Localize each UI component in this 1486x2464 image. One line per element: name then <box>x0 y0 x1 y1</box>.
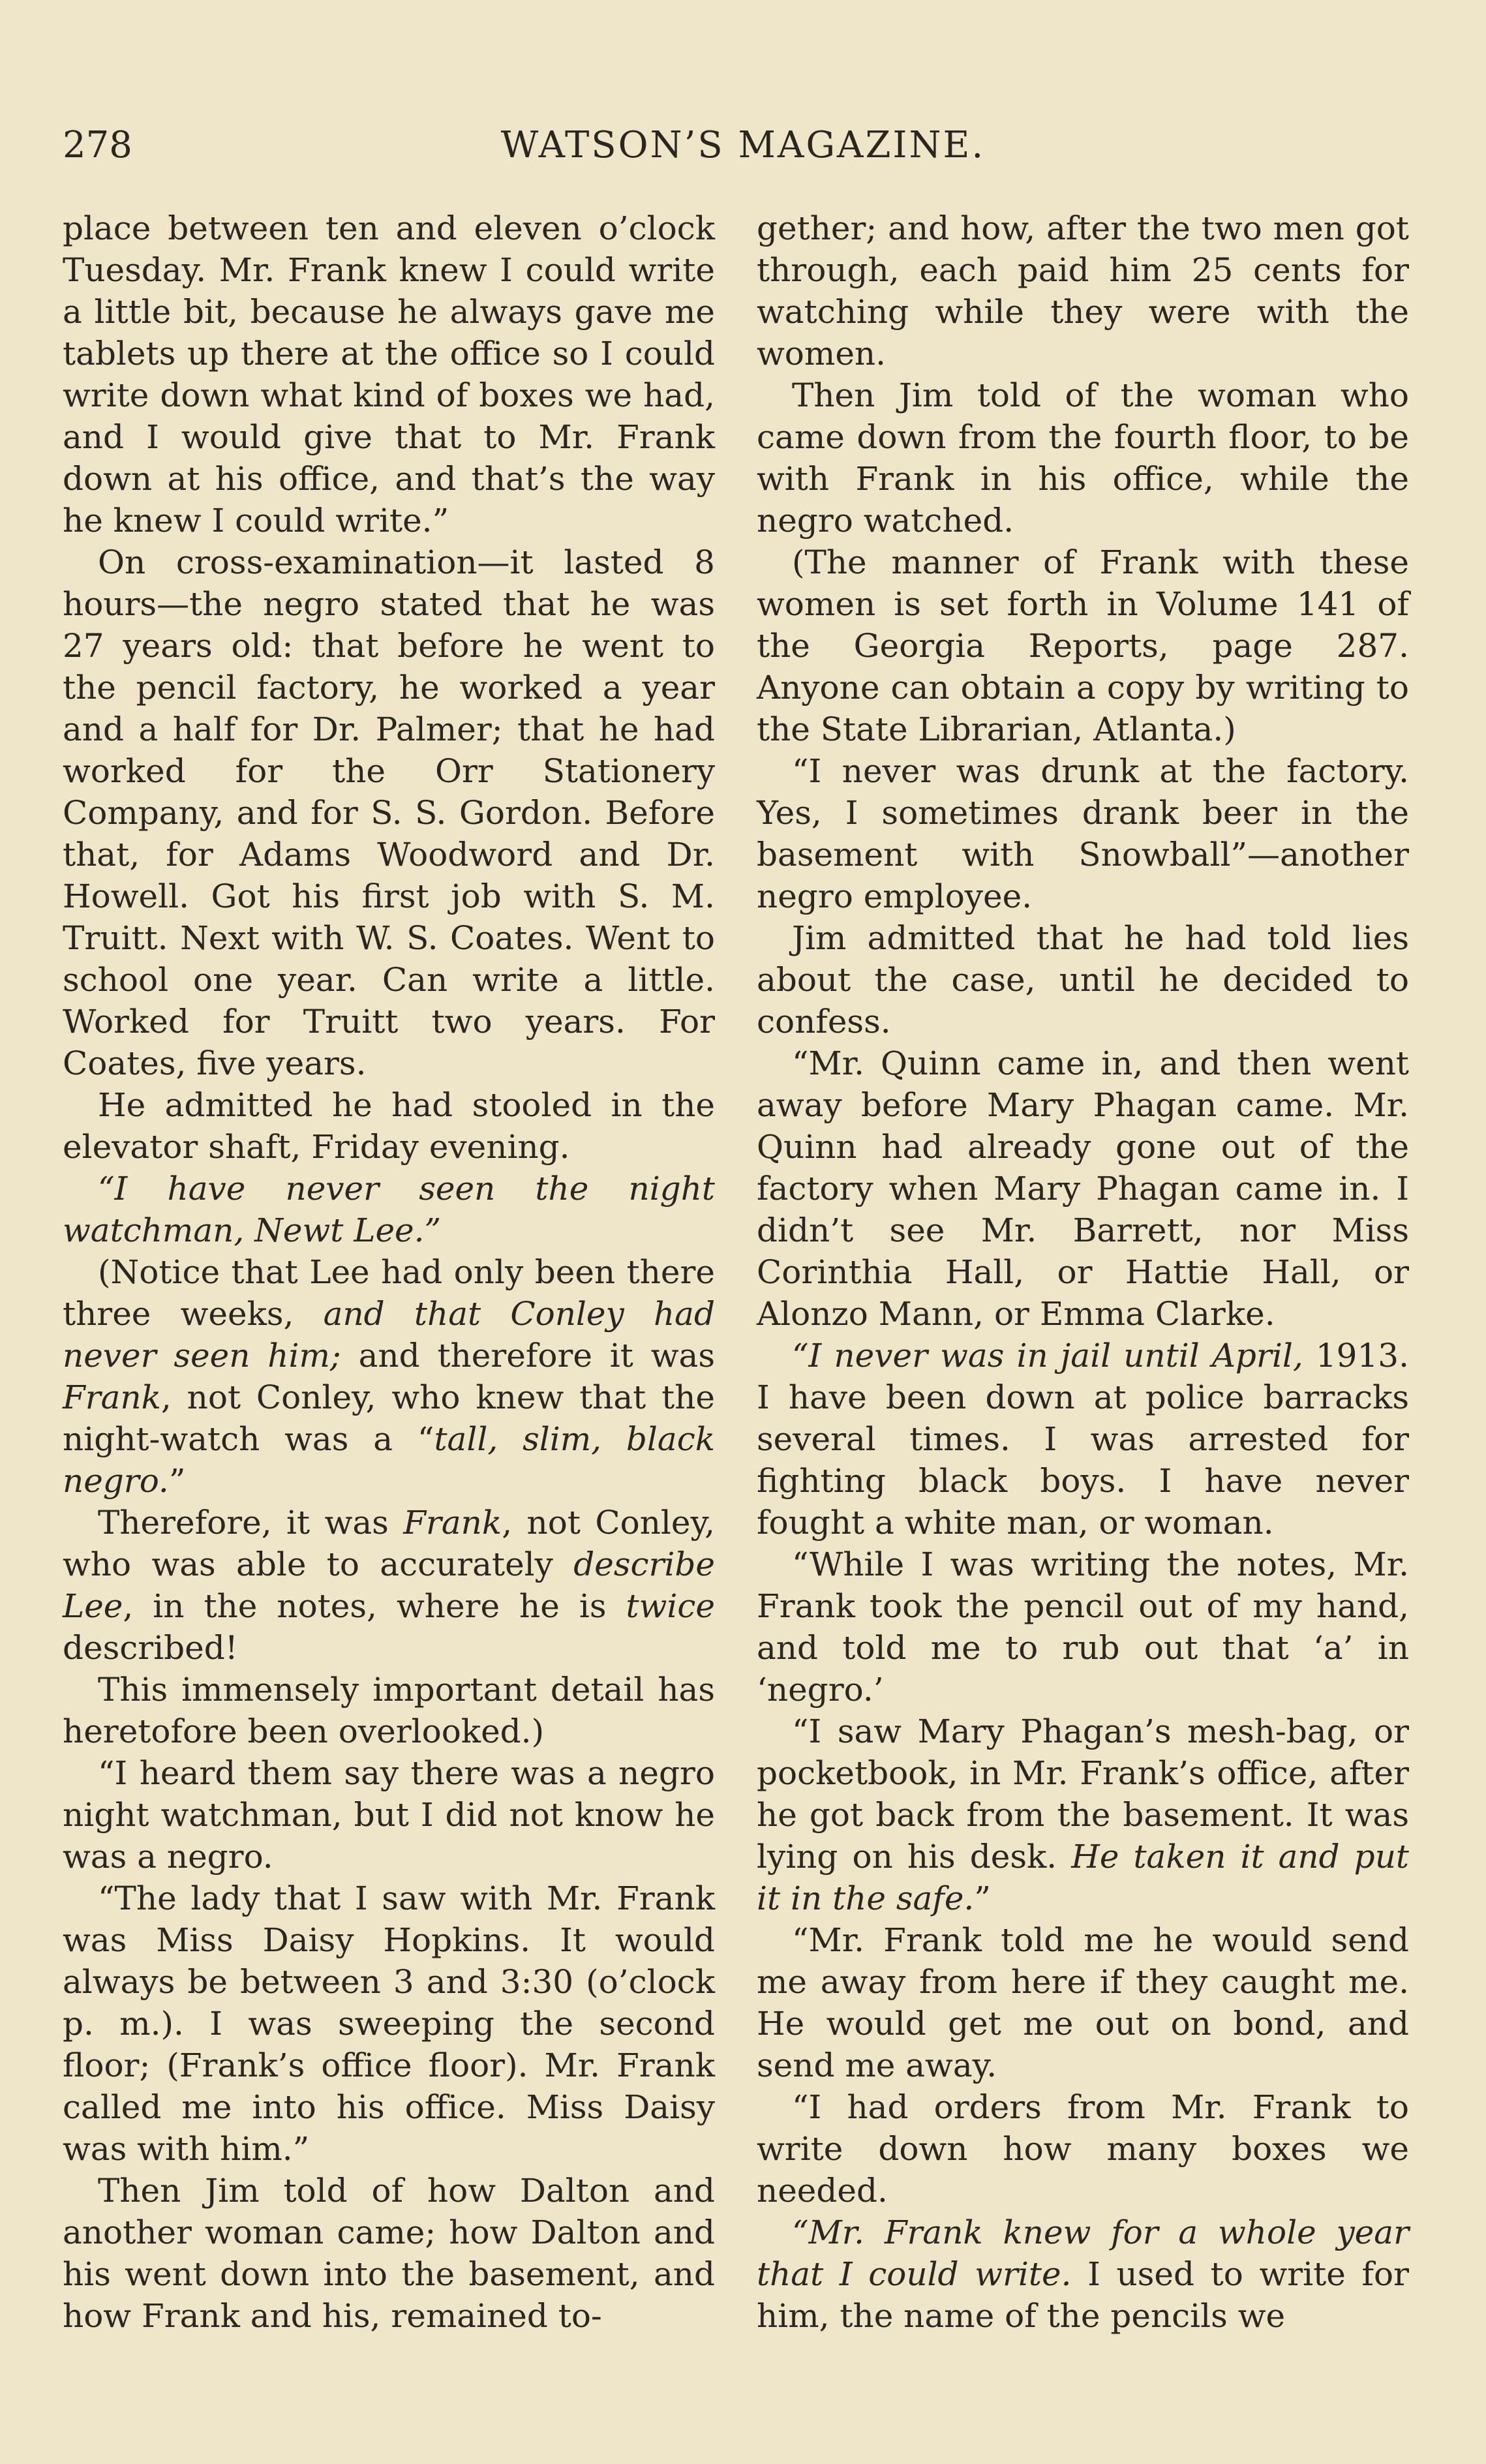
left-column <box>63 207 715 2337</box>
italic-text: “I never was in jail until April, <box>792 1337 1303 1375</box>
text-run: 1913. I have been down at police barracks several times. I was arrested for fighting black boys. I have never fought a white man, or woman. <box>757 1337 1409 1542</box>
right-column <box>757 207 1409 2337</box>
text-run: “I saw Mary Phagan’s mesh-bag, or pocketbook, in Mr. Frank’s office, after he got back from the basement. It was lying on his desk. <box>757 1712 1409 1876</box>
text-run: , not Conley, who was able to accurately <box>63 1504 715 1583</box>
paragraph: He admitted he had stooled in the elevator shaft, Friday evening. <box>63 1086 715 1166</box>
paragraph: “The lady that I saw with Mr. Frank was Miss Daisy Hopkins. It would always be between 3 and 3:30 (o’clock p. m.). I was sweeping the second floor; (Frank’s office floor). Mr. Frank called me into his office. Miss Daisy was with him.” <box>63 1879 715 2168</box>
paragraph: “While I was writing the notes, Mr. Frank took the pencil out of my hand, and told me to rub out that ‘a’ in ‘negro.’ <box>757 1545 1409 1709</box>
text-run: I used to write for him, the name of the pencils we <box>757 2255 1409 2335</box>
paragraph <box>757 1335 1409 1544</box>
paragraph: This immensely important detail has heretofore been overlooked.) <box>63 1671 715 1750</box>
text-run: and therefore it was <box>341 1337 715 1375</box>
paragraph: “I never was drunk at the factory. Yes, I sometimes drank beer in the basement with Snowball”—another negro employee. <box>757 752 1409 915</box>
paragraph: place between ten and eleven o’clock Tuesday. Mr. Frank knew I could write a little bit, because he always gave me tablets up there at the office so I could write down what kind of boxes we had, and I would give that to Mr. Frank down at his office, and that’s the way he knew I could write.” <box>63 209 715 540</box>
text-run: ” <box>974 1879 991 1917</box>
paragraph: Jim admitted that he had told lies about the case, until he decided to confess. <box>757 919 1409 1041</box>
paragraph <box>757 1711 1409 1919</box>
italic-text: and that Conley had never seen him; <box>63 1295 715 1375</box>
italic-text: He taken it and put it in the safe. <box>757 1838 1409 1917</box>
text-run: described! <box>63 1629 238 1667</box>
paragraph: “I had orders from Mr. Frank to write down how many boxes we needed. <box>757 2088 1409 2210</box>
text-run: , not Conley, who knew that the night-watch was a “ <box>63 1378 715 1458</box>
italic-text: tall, slim, black negro. <box>63 1420 715 1500</box>
paragraph: “Mr. Quinn came in, and then went away before Mary Phagan came. Mr. Quinn had already gone out of the factory when Mary Phagan came in. I didn’t see Mr. Barrett, nor Miss Corinthia Hall, or Hattie Hall, or Alonzo Mann, or Emma Clarke. <box>757 1044 1409 1333</box>
page-number: 278 <box>63 124 132 166</box>
text-run: (Notice that Lee had only been there three weeks, <box>63 1253 715 1333</box>
text-run: , in the notes, where he is <box>123 1587 626 1625</box>
magazine-title: WATSON’S MAGAZINE. <box>500 124 986 166</box>
paragraph: “I have never seen the night watchman, Newt Lee.” <box>63 1170 715 1249</box>
italic-text: “Mr. Frank knew for a whole year that I could write. <box>757 2213 1409 2293</box>
paragraph: Then Jim told of the woman who came down from the fourth floor, to be with Frank in his office, while the negro watched. <box>757 376 1409 540</box>
italic-text: Frank <box>403 1504 502 1542</box>
italic-text: twice <box>626 1587 715 1625</box>
italic-text: Frank <box>63 1378 161 1416</box>
paragraph: gether; and how, after the two men got through, each paid him 25 cents for watching while they were with the women. <box>757 209 1409 373</box>
paragraph <box>757 2212 1409 2337</box>
page-header <box>63 124 1423 176</box>
paragraph: “Mr. Frank told me he would send me away from here if they caught me. He would get me out on bond, and send me away. <box>757 1921 1409 2084</box>
paragraph <box>63 1502 715 1669</box>
paragraph: Then Jim told of how Dalton and another woman came; how Dalton and his went down into the basement, and how Frank and his, remained to- <box>63 2172 715 2335</box>
italic-text: describe Lee <box>63 1545 715 1625</box>
paragraph <box>63 1251 715 1502</box>
text-run: ” <box>168 1462 186 1500</box>
paragraph: On cross-examination—it lasted 8 hours—the negro stated that he was 27 years old: that before he went to the pencil factory, he worked a year and a half for Dr. Palmer; that he had worked for the Orr Stationery Company, and for S. S. Gordon. Before that, for Adams Woodword and Dr. Howell. Got his first job with S. M. Truitt. Next with W. S. Coates. Went to school one year. Can write a little. Worked for Truitt two years. For Coates, five years. <box>63 543 715 1082</box>
paragraph: (The manner of Frank with these women is set forth in Volume 141 of the Georgia Reports, page 287. Anyone can obtain a copy by writing to the State Librarian, Atlanta.) <box>757 543 1409 748</box>
paragraph: “I heard them say there was a negro night watchman, but I did not know he was a negro. <box>63 1754 715 1876</box>
text-run: Therefore, it was <box>98 1504 404 1542</box>
